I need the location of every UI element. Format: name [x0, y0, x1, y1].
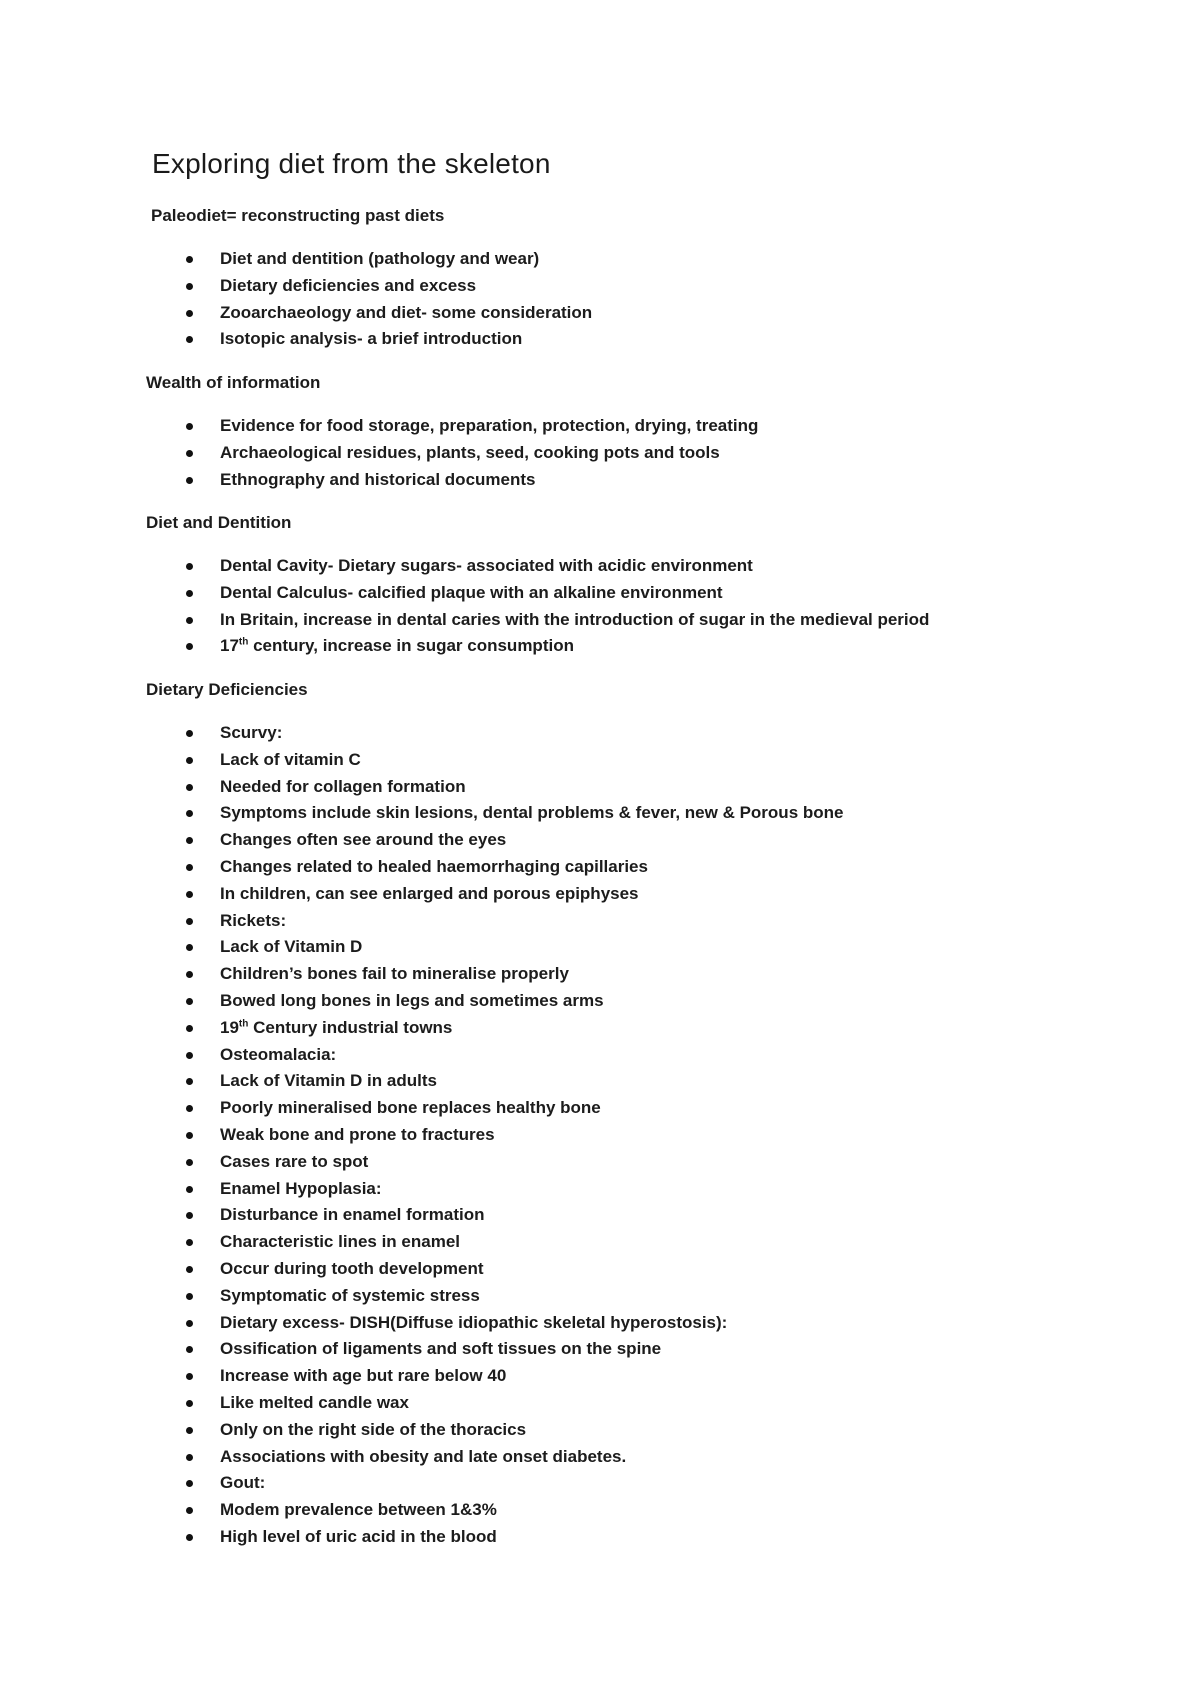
document-page: Exploring diet from the skeleton Paleodiet= reconstructing past diets Diet and dentition (pathology and wear) Dietary deficiencies and excess Zooarchaeology and diet- some consideration Isotopic analysis- a brief introduction Wealth of information Evidence for food storage, preparation, protection, drying, treating Archaeological residues, plants, seed, cooking pots and tools Ethnography and historical documents Diet and Dentition Dental Cavity- Dietary sugars- associated with acidic environment Dental Calculus- calcified plaque with an alkaline environment In Britain, increase in dental caries with the introduction of sugar in the medieval period 17th century, increase in sugar consumption Dietary Deficiencies Scurvy: Lack of vitamin C Needed for collagen formation Symptoms include skin lesions, dental problems & fever, new & Porous bone Changes often see around the eyes Changes related to healed haemorrhaging capillaries In children, can see enlarged and porous epiphyses Rickets: Lack of Vitamin D Children’s bones fail to mineralise properly Bowed long bones in legs and sometimes arms 19th Century industrial towns Osteomalacia: Lack of Vitamin D in adults Poorly mineralised bone replaces healthy bone Weak bone and prone to fractures Cases rare to spot Enamel Hypoplasia: Disturbance in enamel formation Characteristic lines in enamel Occur during tooth development Symptomatic of systemic stress Dietary excess- DISH(Diffuse idiopathic skeletal hyperostosis): Ossification of ligaments and soft tissues on the spine Increase with age but rare below 40 Like melted candle wax Only on the right side of the thoracics Associations with obesity and late onset diabetes. Gout: Modem prevalence between 1&3% High level of uric acid in the blood [146, 148, 930, 1546]
bullet-icon [186, 1159, 193, 1166]
subtitle: Paleodiet= reconstructing past diets [151, 206, 445, 225]
bullet-icon [186, 1132, 193, 1139]
bullet-icon [186, 1427, 193, 1434]
bullet-icon [186, 283, 193, 290]
bullet-icon [186, 450, 193, 457]
bullet-icon [186, 643, 193, 650]
bullet-icon [186, 617, 193, 624]
bullet-icon [186, 918, 193, 925]
bullet-icon [186, 1212, 193, 1219]
bullet-icon [186, 971, 193, 978]
bullet-icon [186, 310, 193, 317]
bullet-icon [186, 423, 193, 430]
bullet-icon [186, 477, 193, 484]
section-heading-deficiencies: Dietary Deficiencies [146, 680, 308, 699]
bullet-icon [186, 1078, 193, 1085]
bullet-icon [186, 1266, 193, 1273]
bullet-icon [186, 1293, 193, 1300]
bullet-icon [186, 810, 193, 817]
bullet-icon [186, 784, 193, 791]
bullet-icon [186, 1320, 193, 1327]
bullet-icon [186, 891, 193, 898]
bullet-icon [186, 1052, 193, 1059]
bullet-icon [186, 1454, 193, 1461]
bullet-icon [186, 1400, 193, 1407]
bullet-icon [186, 563, 193, 570]
bullet-icon [186, 590, 193, 597]
bullet-icon [186, 1105, 193, 1112]
bullet-icon [186, 1373, 193, 1380]
section-heading-wealth: Wealth of information [146, 373, 321, 392]
bullet-icon [186, 837, 193, 844]
bullet-icon [186, 998, 193, 1005]
bullet-icon [186, 757, 193, 764]
bullet-icon [186, 336, 193, 343]
bullet-icon [186, 1534, 193, 1541]
bullet-icon [186, 1507, 193, 1514]
bullet-icon [186, 1239, 193, 1246]
bullet-icon [186, 1025, 193, 1032]
section-heading-dentition: Diet and Dentition [146, 513, 292, 532]
bullet-icon [186, 944, 193, 951]
bullet-icon [186, 1346, 193, 1353]
bullet-icon [186, 864, 193, 871]
bullet-icon [186, 1186, 193, 1193]
bullet-icon [186, 256, 193, 263]
document-title: Exploring diet from the skeleton [152, 148, 551, 179]
bullet-icon [186, 730, 193, 737]
bullet-icon [186, 1480, 193, 1487]
